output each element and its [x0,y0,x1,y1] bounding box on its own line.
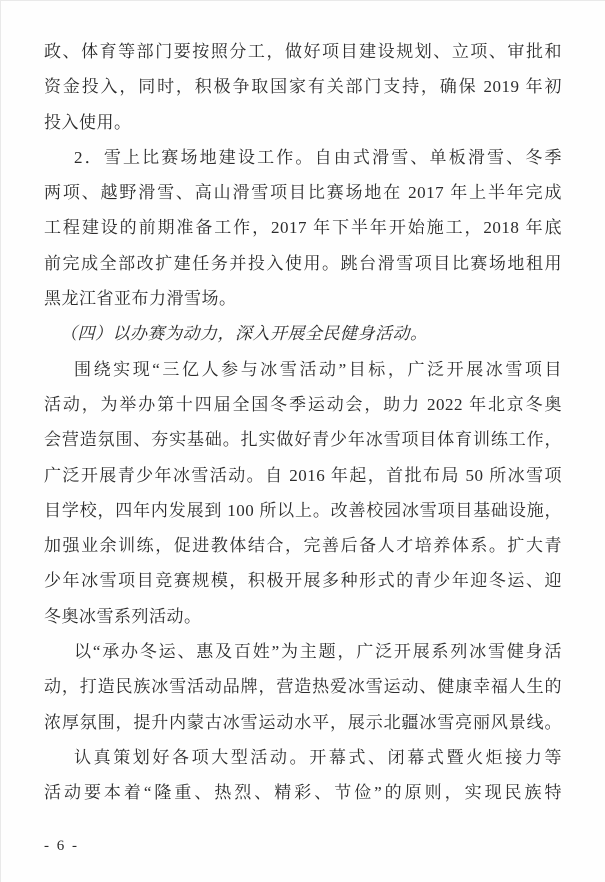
text-line: 认真策划好各项大型活动。开幕式、闭幕式暨火炬接力等 [74,747,562,767]
section-heading: （四）以办赛为动力，深入开展全民健身活动。 [60,324,428,344]
text-line: 投入使用。 [44,112,132,132]
text-line: 活动要本着“隆重、热烈、精彩、节俭”的原则，实现民族特 [44,783,562,803]
text-line: 以“承办冬运、惠及百姓”为主题，广泛开展系列冰雪健身活 [74,642,562,662]
text-line: 2．雪上比赛场地建设工作。自由式滑雪、单板滑雪、冬季 [74,147,562,167]
text-line: 会营造氛围、夯实基础。扎实做好青少年冰雪项目体育训练工作， [44,430,562,450]
text-line: 冬奥冰雪系列活动。 [44,606,202,626]
text-line: 政、体育等部门要按照分工，做好项目建设规划、立项、审批和 [44,42,562,61]
document-lines [44,34,562,811]
text-line: 浓厚氛围，提升内蒙古冰雪运动水平，展示北疆冰雪亮丽风景线。 [44,712,562,732]
text-line: 前完成全部改扩建任务并投入使用。跳台滑雪项目比赛场地租用 [44,253,562,273]
text-line: 资金投入，同时，积极争取国家有关部门支持，确保 2019 年初 [44,77,562,97]
text-line: 动，打造民族冰雪活动品牌，营造热爱冰雪运动、健康幸福人生的 [44,677,562,697]
text-line: 围绕实现“三亿人参与冰雪活动”目标，广泛开展冰雪项目 [74,359,562,379]
text-line: 广泛开展青少年冰雪活动。自 2016 年起，首批布局 50 所冰雪项 [44,465,562,485]
text-line: 少年冰雪项目竞赛规模，积极开展多种形式的青少年迎冬运、迎 [44,571,562,591]
text-line: 黑龙江省亚布力滑雪场。 [44,289,237,309]
text-line: 活动，为举办第十四届全国冬季运动会，助力 2022 年北京冬奥 [44,394,562,414]
page-number: - 6 - [44,838,79,854]
text-line: 目学校，四年内发展到 100 所以上。改善校园冰雪项目基础设施， [44,500,562,520]
text-line: 工程建设的前期准备工作，2017 年下半年开始施工，2018 年底 [44,218,562,238]
text-line: 加强业余训练，促进教体结合，完善后备人才培养体系。扩大青 [44,536,562,556]
text-line: 两项、越野滑雪、高山滑雪项目比赛场地在 2017 年上半年完成 [44,183,562,203]
